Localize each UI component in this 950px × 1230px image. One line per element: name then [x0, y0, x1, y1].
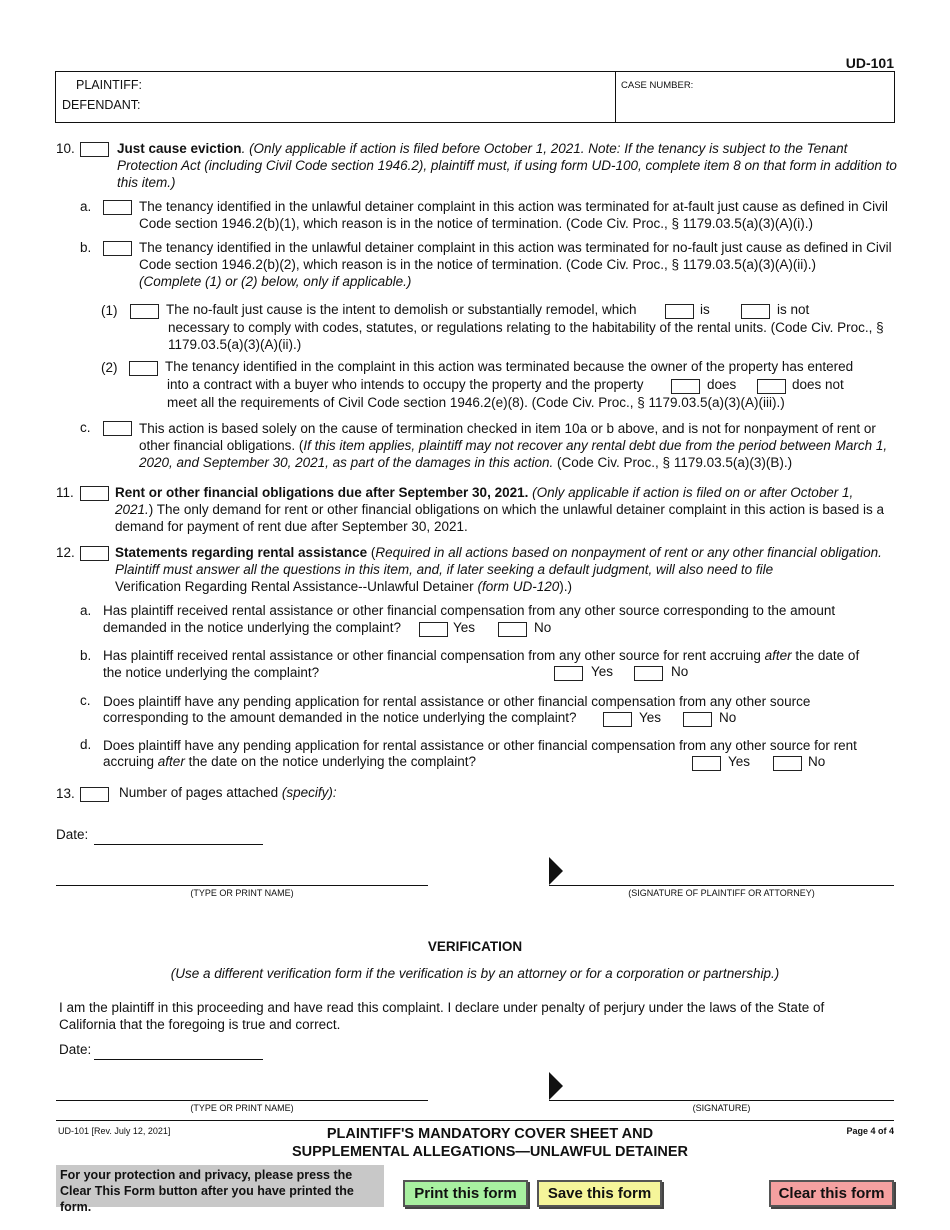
signature-arrow-icon: [549, 857, 565, 885]
verification-arrow-icon: [549, 1072, 565, 1100]
item12b-letter: b.: [80, 648, 92, 663]
item10-intro-text: . (Only applicable if action is filed before October 1, 2021. Note: If the tenancy is subject to the Tenant Protection Act (including Civil Code section 1946.2), plaintiff must, if using form UD-100, complete item 8 on that form in addition to this item.): [117, 141, 897, 190]
item13-specify: (specify):: [281, 785, 337, 800]
privacy-note: For your protection and privacy, please press the Clear This Form button after you have printed the form.: [56, 1165, 384, 1207]
item12c-yes-checkbox[interactable]: [603, 712, 632, 727]
footer-title-line1: PLAINTIFF'S MANDATORY COVER SHEET AND: [326, 1126, 654, 1142]
item12-number: 12.: [56, 545, 75, 560]
item10b2-doesnot-label: does not: [792, 377, 844, 392]
item10c-ital: If this item applies, plaintiff may not recover any rental debt due from the period between March 1, 2020, and September 30, 2021, as part of the damages in this action.: [139, 438, 888, 470]
item10b1-is-label: is: [700, 302, 710, 317]
item12b-line1-end: the date of: [795, 648, 860, 663]
item10b-checkbox[interactable]: [103, 241, 132, 256]
date-input-line[interactable]: [94, 844, 263, 845]
item12c-no-checkbox[interactable]: [683, 712, 712, 727]
verification-note: (Use a different verification form if the verification is by an attorney or for a corporation or partnership.): [170, 966, 780, 981]
item10b1-checkbox[interactable]: [130, 304, 159, 319]
item13-label: Number of pages attached: [119, 785, 279, 800]
item12c-no-label: No: [719, 710, 737, 725]
item10b2-line2: into a contract with a buyer who intends to occupy the property and the property: [167, 377, 644, 392]
item12-title: Statements regarding rental assistance: [115, 545, 368, 560]
item12c-yes-label: Yes: [639, 710, 662, 725]
item12d-no-checkbox[interactable]: [773, 756, 802, 771]
plaintiff-label: PLAINTIFF:: [76, 78, 142, 92]
item10b-body: The tenancy identified in the unlawful detainer complaint in this action was terminated for no-fault just cause as defined in Civil Code section 1946.2(b)(2), which reason is in the notice of termination. (Code Civ. Proc., § 1179.03.5(a)(3)(A)(ii).): [139, 240, 892, 272]
verification-date-line[interactable]: [94, 1059, 263, 1060]
item10c-checkbox[interactable]: [103, 421, 132, 436]
caption-divider: [615, 72, 616, 122]
item12b-yes-checkbox[interactable]: [554, 666, 583, 681]
item11-text: [115, 484, 895, 535]
footer-rule: [56, 1120, 894, 1121]
item10b2-doesnot-checkbox[interactable]: [757, 379, 786, 394]
item12a-line1: Has plaintiff received rental assistance or other financial compensation from any other source corresponding to the amount: [103, 603, 836, 618]
verification-name-caption: (TYPE OR PRINT NAME): [190, 1103, 294, 1113]
verification-date-label: Date:: [59, 1042, 92, 1057]
item10c-end: (Code Civ. Proc., § 1179.03.5(a)(3)(B).): [553, 455, 793, 470]
item10a-letter: a.: [80, 199, 92, 214]
item12d-letter: d.: [80, 737, 92, 752]
save-button[interactable]: Save this form: [537, 1180, 662, 1207]
footer-title-line2: SUPPLEMENTAL ALLEGATIONS—UNLAWFUL DETAINER: [291, 1144, 689, 1160]
item12-intro: Statements regarding rental assistance (Required in all actions based on nonpayment of rent or any other financial obligation. Plaintiff must answer all the questions in this item, and, if later seeking a default judgment, will also need to file Verification Regarding Rental Assistance--Unlawful Detainer (form UD-120).): [115, 545, 882, 594]
defendant-label: DEFENDANT:: [62, 98, 141, 112]
item10b1-isnot-checkbox[interactable]: [741, 304, 770, 319]
item10c-start: This action is based solely on the cause of termination checked in item 10a or b above, and is not for nonpayment of rent or other financial obligations. (: [139, 421, 876, 453]
item12a-no-checkbox[interactable]: [498, 622, 527, 637]
item12-line3-ital: (form UD-120: [477, 579, 560, 594]
item10-checkbox[interactable]: [80, 142, 109, 157]
footer-page: Page 4 of 4: [846, 1126, 894, 1136]
item10b-note: (Complete (1) or (2) below, only if applicable.): [139, 274, 412, 289]
item12b-line2: the notice underlying the complaint?: [103, 665, 320, 680]
item12b-no-checkbox[interactable]: [634, 666, 663, 681]
item12-checkbox[interactable]: [80, 546, 109, 561]
item10b2-does-checkbox[interactable]: [671, 379, 700, 394]
item12a-yes-label: Yes: [453, 620, 476, 635]
item12d-line2-start: accruing: [103, 754, 155, 769]
item10b-letter: b.: [80, 240, 92, 255]
item12-line3: Verification Regarding Rental Assistance--Unlawful Detainer: [115, 579, 474, 594]
item12a-line2: demanded in the notice underlying the complaint?: [103, 620, 401, 635]
item11-checkbox[interactable]: [80, 486, 109, 501]
caption-box: [55, 71, 895, 123]
item12b-no-label: No: [671, 664, 689, 679]
item12d-line2-end: the date on the notice underlying the complaint?: [188, 754, 477, 769]
item10b1-num: (1): [101, 303, 118, 318]
form-id: UD-101: [845, 55, 894, 71]
verification-title: VERIFICATION: [427, 939, 523, 954]
item10b2-num: (2): [101, 360, 118, 375]
verification-signature-caption: (SIGNATURE): [692, 1103, 751, 1113]
footer-rev: UD-101 [Rev. July 12, 2021]: [58, 1126, 171, 1136]
item13-checkbox[interactable]: [80, 787, 109, 802]
item10b1-is-checkbox[interactable]: [665, 304, 694, 319]
item13-text: [119, 785, 337, 800]
item12b-line1: [103, 648, 859, 663]
item12b-line1-start: Has plaintiff received rental assistance or other financial compensation from any other source for rent accruing: [103, 648, 761, 663]
item12a-yes-checkbox[interactable]: [419, 622, 448, 637]
item10b2-checkbox[interactable]: [129, 361, 158, 376]
clear-button[interactable]: Clear this form: [769, 1180, 894, 1207]
item12d-yes-checkbox[interactable]: [692, 756, 721, 771]
signature-input-line[interactable]: [549, 885, 894, 886]
item12b-yes-label: Yes: [591, 664, 614, 679]
item10b2-line3: meet all the requirements of Civil Code section 1946.2(e)(8). (Code Civ. Proc., § 1179.03.5(a)(3)(A)(iii).): [167, 395, 785, 410]
item12d-yes-label: Yes: [728, 754, 751, 769]
name-input-line[interactable]: [56, 885, 428, 886]
item12d-line2: [103, 754, 476, 769]
item10b2-line1: The tenancy identified in the complaint in this action was terminated because the owner of the property has entered: [165, 359, 854, 374]
verification-text: I am the plaintiff in this proceeding and have read this complaint. I declare under penalty of perjury under the laws of the State of California that the foregoing is true and correct.: [59, 1000, 825, 1032]
item11-title: Rent or other financial obligations due after September 30, 2021.: [115, 485, 529, 500]
item10b2-does-label: does: [707, 377, 737, 392]
item10a-text: The tenancy identified in the unlawful detainer complaint in this action was terminated for at-fault just cause as defined in Civil Code section 1946.2(b)(1), which reason is in the notice of termination. (Code Civ. Proc., § 1179.03.5(a)(3)(A)(i).): [139, 199, 888, 231]
item11-number: 11.: [56, 485, 74, 500]
case-number-label: CASE NUMBER:: [621, 80, 694, 91]
item12c-line2: corresponding to the amount demanded in the notice underlying the complaint?: [103, 710, 577, 725]
item10b1-end: necessary to comply with codes, statutes, or regulations relating to the habitability of the rental units. (Code Civ. Proc., § 1179.03.5(a)(3)(A)(ii).): [168, 320, 884, 352]
print-button[interactable]: Print this form: [403, 1180, 528, 1207]
date-label: Date:: [56, 827, 89, 842]
item10c-text: [139, 420, 899, 471]
item12-line3-end: ).): [559, 579, 572, 594]
item12-ital: Required in all actions based on nonpayment of rent or any other financial obligation. Plaintiff must answer all the questions in this item, and, if later seeking a default judgment, will also need to file: [115, 545, 882, 577]
item12d-no-label: No: [808, 754, 826, 769]
item10c-letter: c.: [80, 420, 91, 435]
item11-body: ) The only demand for rent or other financial obligations on which the unlawful detainer complaint in this action is based is a demand for payment of rent due after September 30, 2021.: [115, 502, 884, 534]
item12c-line1: Does plaintiff have any pending application for rental assistance or other financial compensation from any other source: [103, 694, 811, 709]
item10a-checkbox[interactable]: [103, 200, 132, 215]
item13-number: 13.: [56, 786, 75, 801]
item12a-letter: a.: [80, 603, 92, 618]
item11-ital: (Only applicable if action is filed on or after October 1, 2021.: [115, 485, 854, 517]
item10b1-isnot-label: is not: [777, 302, 810, 317]
item12c-letter: c.: [80, 693, 91, 708]
verification-name-line[interactable]: [56, 1100, 428, 1101]
footer-title: [240, 1125, 740, 1161]
item10-intro: [117, 140, 897, 191]
item10b-text: [139, 239, 899, 290]
item12b-after: after: [764, 648, 792, 663]
item10-number: 10.: [56, 141, 75, 156]
name-caption: (TYPE OR PRINT NAME): [190, 888, 294, 898]
item10-title: Just cause eviction: [117, 141, 242, 156]
item10b1-start: The no-fault just cause is the intent to demolish or substantially remodel, which: [166, 302, 637, 317]
item12d-after: after: [157, 754, 185, 769]
item12a-no-label: No: [534, 620, 552, 635]
item12d-line1: Does plaintiff have any pending application for rental assistance or other financial compensation from any other source for rent: [103, 738, 857, 753]
verification-signature-line[interactable]: [549, 1100, 894, 1101]
signature-caption: (SIGNATURE OF PLAINTIFF OR ATTORNEY): [628, 888, 815, 898]
